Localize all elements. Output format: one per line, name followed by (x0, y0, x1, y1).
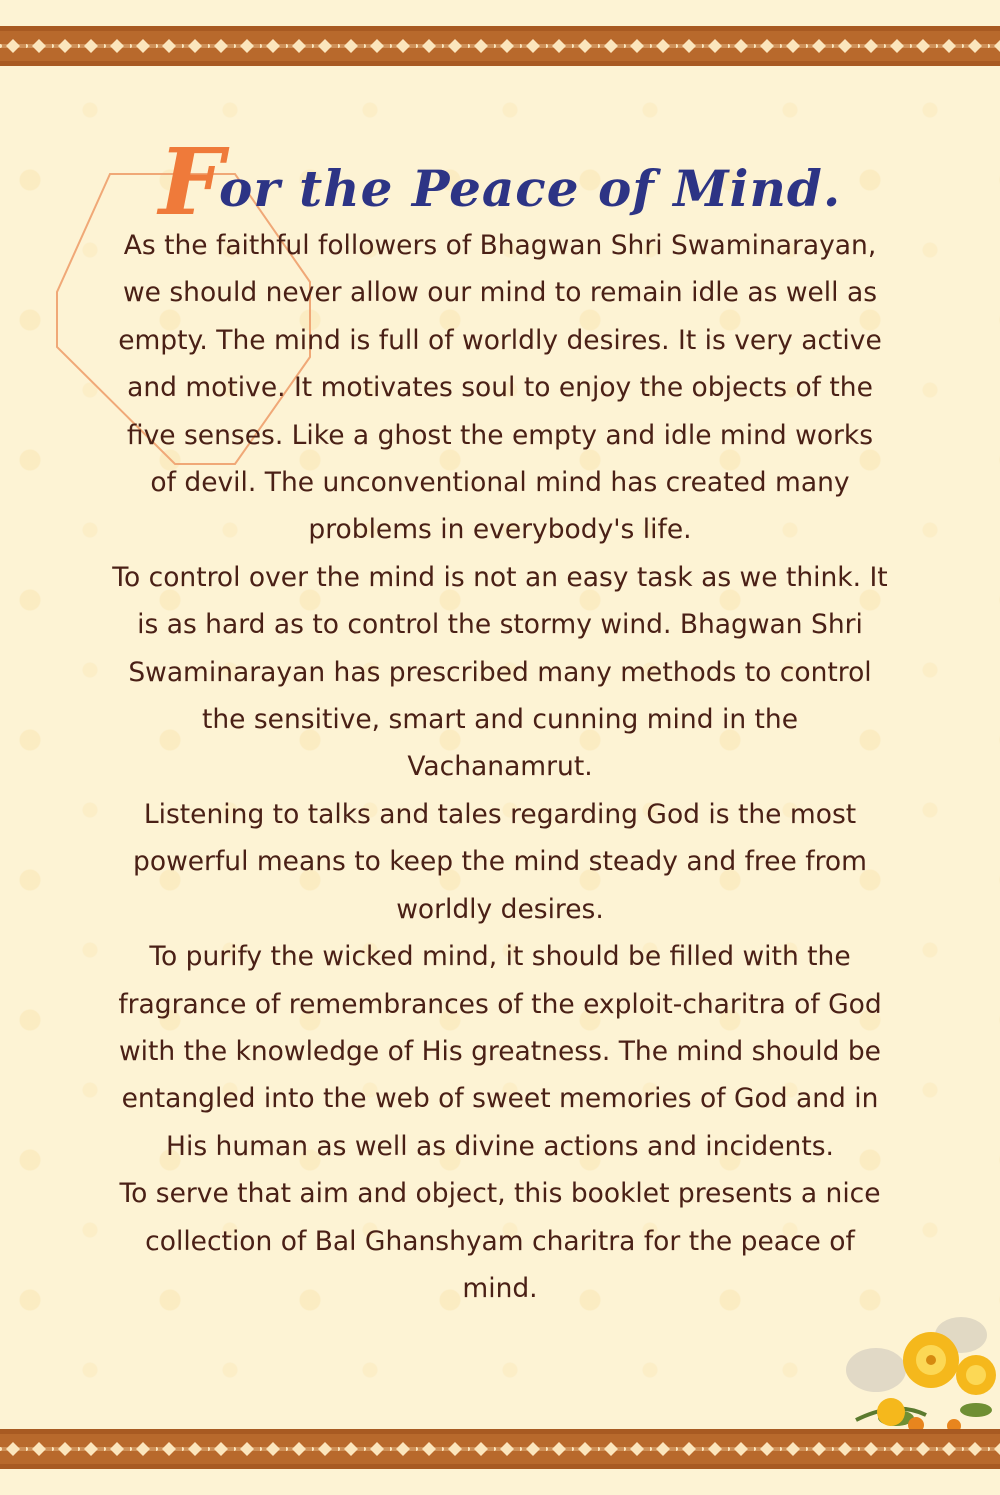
title-rest: or the Peace of Mind. (219, 159, 842, 218)
paragraph-4: To purify the wicked mind, it should be filled with the fragrance of remembrances of the exploit-charitra of God with the knowledge of His greatness. The mind should be entangled into the web of sweet memories of God and in His human as well as divine actions and incidents. (118, 941, 882, 1162)
top-border-band (0, 26, 1000, 66)
bottom-margin (0, 1469, 1000, 1495)
bottom-border-band (0, 1429, 1000, 1469)
paragraph-1: As the faithful followers of Bhagwan Shri Swaminarayan, we should never allow our mind to remain idle as well as empty. The mind is full of worldly desires. It is very active and motive. It motivates soul to enjoy the objects of the five senses. Like a ghost the empty and idle mind works of devil. The unconventional mind has created many problems in everybody's life. (118, 230, 882, 546)
diamond-border-pattern-icon (0, 26, 1000, 66)
diamond-border-pattern-icon (0, 1429, 1000, 1469)
body-text (110, 222, 890, 1312)
yellow-flower-decoration-icon (836, 1300, 1000, 1440)
page-title (0, 120, 1000, 236)
title-initial: F (158, 128, 226, 236)
paragraph-2: To control over the mind is not an easy task as we think. It is as hard as to control the stormy wind. Bhagwan Shri Swaminarayan has prescribed many methods to control the sensitive, smart and cunning mind in the Vachanamrut. (112, 561, 888, 783)
paragraph-5: To serve that aim and object, this booklet presents a nice collection of Bal Ghanshyam charitra for the peace of mind. (119, 1178, 881, 1304)
paragraph-3: Listening to talks and tales regarding God is the most powerful means to keep the mind steady and free from worldly desires. (133, 798, 867, 925)
